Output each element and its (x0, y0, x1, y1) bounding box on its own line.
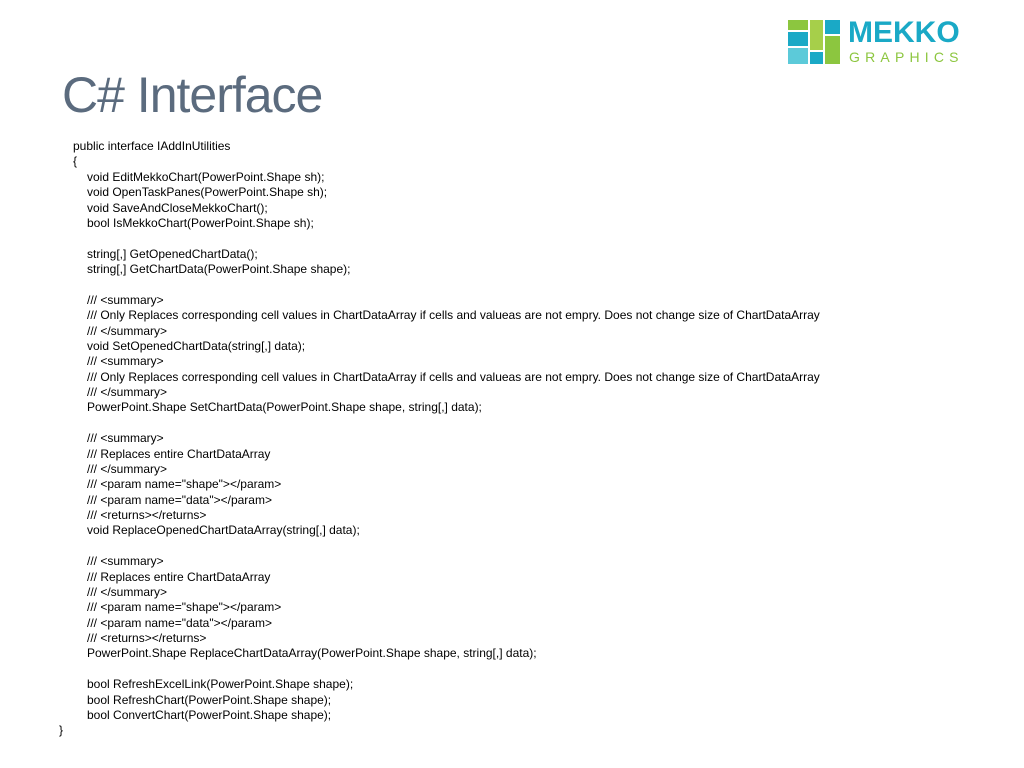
code-line: /// <summary> (87, 354, 164, 369)
code-line: /// <param name="data"></param> (87, 615, 272, 630)
code-line: /// <summary> (87, 554, 164, 569)
code-line: /// </summary> (87, 385, 168, 399)
code-line: public interface IAddInUtilities (73, 139, 231, 153)
code-line: /// </summary> (87, 461, 168, 476)
code-line (0, 231, 1024, 246)
code-line: /// <summary> (87, 431, 164, 446)
logo-subtitle: GRAPHICS (849, 49, 964, 65)
code-line: /// <returns></returns> (87, 631, 207, 645)
code-line: bool RefreshChart(PowerPoint.Shape shape); (87, 692, 332, 707)
code-line: /// </summary> (87, 323, 168, 338)
mekko-graphics-logo (788, 16, 1002, 66)
code-line: bool ConvertChart(PowerPoint.Shape shape); (87, 707, 332, 722)
code-line: /// Replaces entire ChartDataArray (87, 446, 271, 461)
slide-title: C# Interface (62, 67, 323, 123)
code-line: void SaveAndCloseMekkoChart(); (87, 200, 268, 215)
code-line: } (59, 723, 64, 738)
code-line: /// <param name="data"></param> (87, 492, 272, 507)
code-line: void ReplaceOpenedChartDataArray(string[,] data); (87, 523, 360, 538)
code-line: string[,] GetChartData(PowerPoint.Shape shape); (87, 262, 351, 276)
code-line: /// <param name="shape"></param> (87, 600, 282, 615)
code-line (0, 662, 1024, 677)
logo-wordmark: MEKKO (848, 16, 960, 49)
code-line: /// <param name="shape"></param> (87, 477, 282, 492)
code-line: /// Only Replaces corresponding cell values in ChartDataArray if cells and valueas are not empry. Does not change size of ChartDataArray (87, 308, 820, 323)
code-line (0, 539, 1024, 554)
code-line: void OpenTaskPanes(PowerPoint.Shape sh); (87, 185, 328, 200)
code-line: /// Replaces entire ChartDataArray (87, 569, 271, 584)
mekko-logo-icon (788, 20, 840, 64)
code-line: void SetOpenedChartData(string[,] data); (87, 338, 306, 353)
code-line (0, 416, 1024, 431)
code-line: string[,] GetOpenedChartData(); (87, 246, 258, 261)
code-line: /// <returns></returns> (87, 508, 207, 522)
code-line: /// Only Replaces corresponding cell values in ChartDataArray if cells and valueas are not empry. Does not change size of ChartDataArray (87, 369, 820, 384)
code-block (0, 139, 1024, 739)
code-line: bool IsMekkoChart(PowerPoint.Shape sh); (87, 215, 314, 230)
code-line: /// </summary> (87, 584, 168, 599)
code-line: /// <summary> (87, 292, 164, 307)
code-line: void EditMekkoChart(PowerPoint.Shape sh); (87, 169, 325, 184)
code-line: PowerPoint.Shape SetChartData(PowerPoint.Shape shape, string[,] data); (87, 400, 482, 415)
code-line: bool RefreshExcelLink(PowerPoint.Shape shape); (87, 677, 354, 692)
code-line (0, 277, 1024, 292)
code-line: { (73, 154, 78, 169)
code-line: PowerPoint.Shape ReplaceChartDataArray(PowerPoint.Shape shape, string[,] data); (87, 646, 537, 661)
